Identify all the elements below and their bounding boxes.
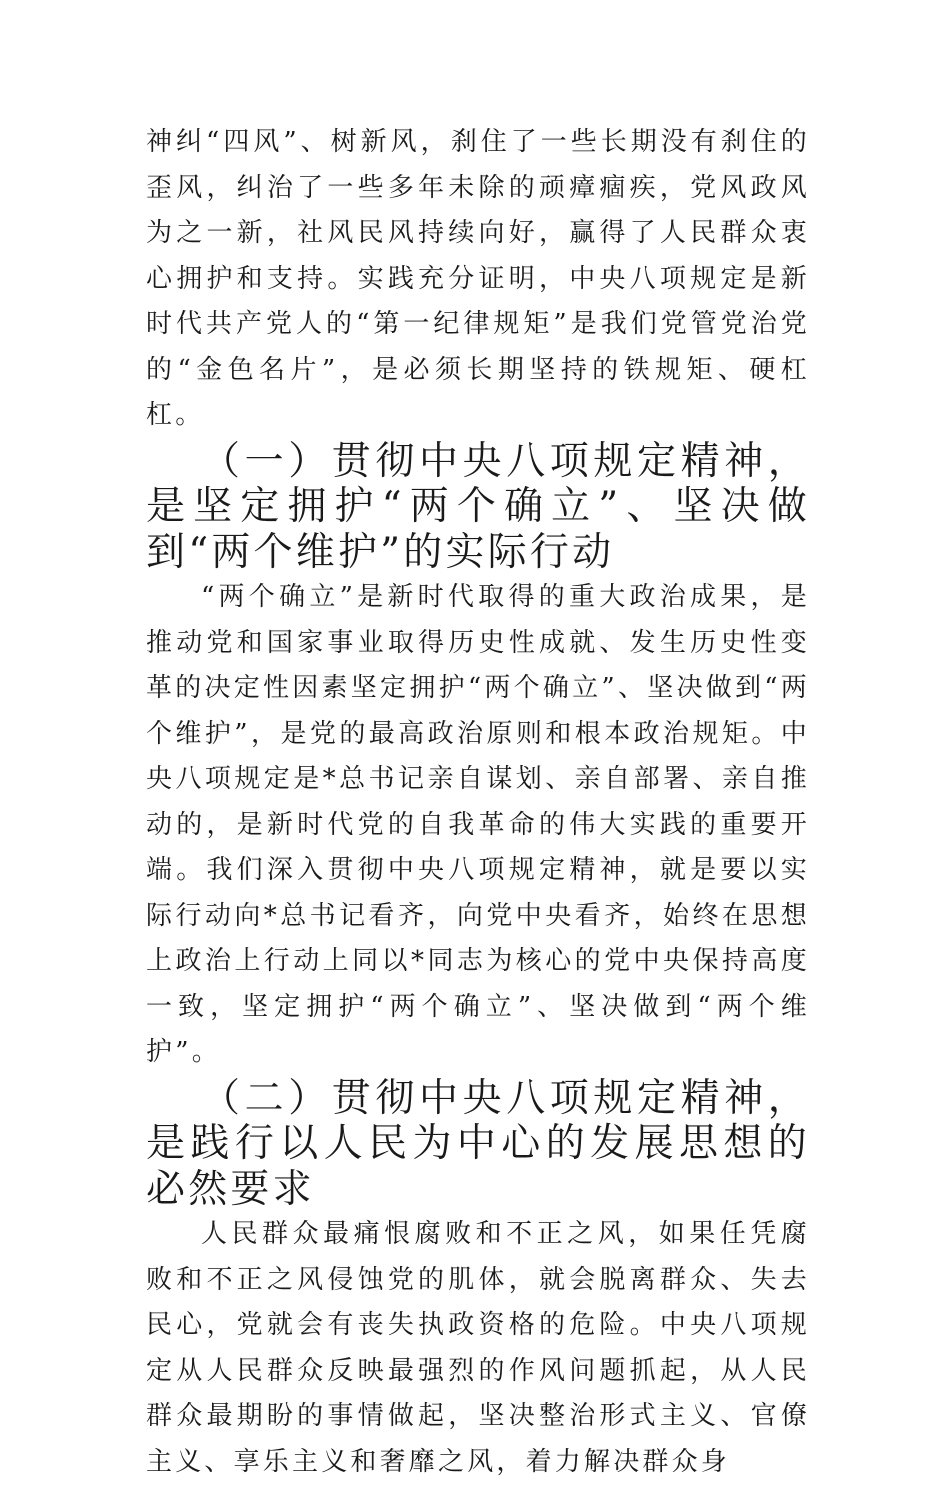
body-paragraph: “两个确立”是新时代取得的重大政治成果，是推动党和国家事业取得历史性成就、发生历史性变革的决定性因素坚定拥护“两个确立”、坚决做到“两个维护”，是党的最高政治原则和根本政治规矩。中央八项规定是*总书记亲自谋划、亲自部署、亲自推动的，是新时代党的自我革命的伟大实践的重要开端。我们深入贯彻中央八项规定精神，就是要以实际行动向*总书记看齐，向党中央看齐，始终在思想上政治上行动上同以*同志为核心的党中央保持高度一致，坚定拥护“两个确立”、坚决做到“两个维护”。 bbox=[146, 582, 810, 1067]
section-heading-1: （一）贯彻中央八项规定精神，是坚定拥护“两个确立”、坚决做到“两个维护”的实际行动 bbox=[146, 438, 810, 575]
body-paragraph-continued: 神纠“四风”、树新风，刹住了一些长期没有刹住的歪风，纠治了一些多年未除的顽瘴痼疾，党风政风为之一新，社风民风持续向好，赢得了人民群众衷心拥护和支持。实践充分证明，中央八项规定是新时代共产党人的“第一纪律规矩”是我们党管党治党的“金色名片”，是必须长期坚持的铁规矩、硬杠杠。 bbox=[146, 127, 810, 430]
section-heading-2: （二）贯彻中央八项规定精神，是践行以人民为中心的发展思想的必然要求 bbox=[146, 1075, 810, 1212]
body-paragraph: 人民群众最痛恨腐败和不正之风，如果任凭腐败和不正之风侵蚀党的肌体，就会脱离群众、失去民心，党就会有丧失执政资格的危险。中央八项规定从人民群众反映最强烈的作风问题抓起，从人民群众最期盼的事情做起，坚决整治形式主义、官僚主义、享乐主义和奢靡之风，着力解决群众身 bbox=[146, 1219, 810, 1477]
document-body bbox=[146, 120, 810, 1485]
